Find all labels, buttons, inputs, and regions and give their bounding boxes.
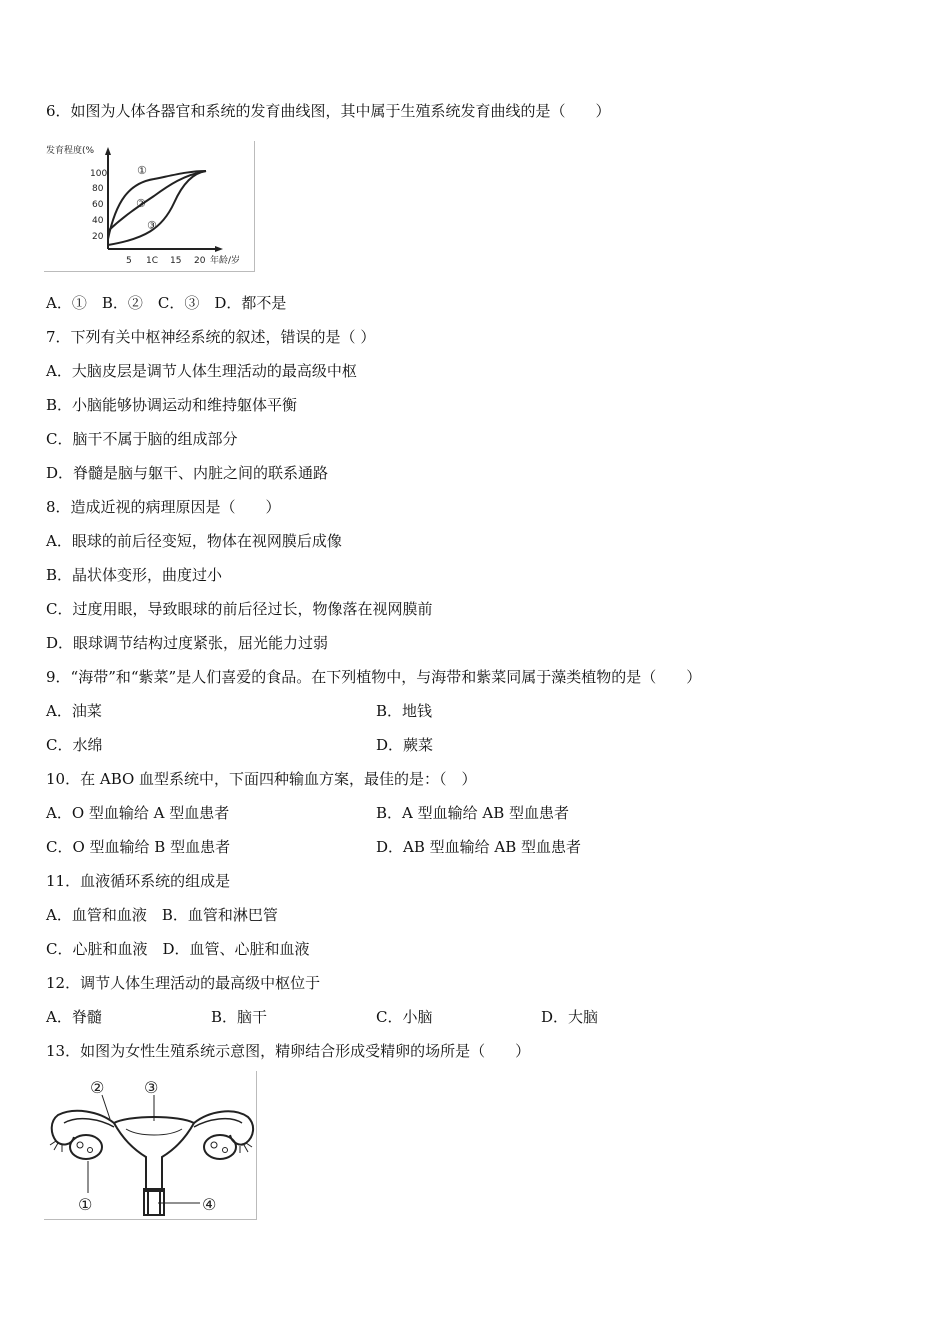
q11-options-ab: A．血管和血液 B．血管和淋巴管 [46, 906, 278, 924]
q8-stem: 8．造成近视的病理原因是（ ） [46, 498, 281, 516]
label-3: ③ [144, 1078, 159, 1097]
q12-option-b: B．脑干 [211, 1008, 268, 1026]
curve-label-2: ② [136, 197, 146, 210]
q8-option-a: A．眼球的前后径变短，物体在视网膜后成像 [46, 532, 342, 550]
curve-3 [108, 171, 206, 231]
q9-option-b: B．地钱 [376, 702, 433, 720]
q10-option-c: C．O 型血输给 B 型血患者 [46, 838, 231, 856]
uterus [114, 1117, 194, 1191]
q7-stem: 7．下列有关中枢神经系统的叙述，错误的是（ ） [46, 328, 376, 346]
q8-option-d: D．眼球调节结构过度紧张，屈光能力过弱 [46, 634, 329, 652]
ytick: 40 [92, 216, 104, 226]
ovary-left [70, 1135, 102, 1159]
label-4: ④ [202, 1195, 217, 1214]
curve-1 [108, 171, 206, 239]
female-reproductive-figure [44, 1071, 257, 1220]
ovary-right [204, 1135, 236, 1159]
label-1: ① [78, 1195, 93, 1214]
q10-stem: 10．在 ABO 血型系统中，下面四种输血方案，最佳的是：（ ） [46, 770, 477, 788]
curve-label-1: ① [137, 164, 147, 177]
ytick: 80 [92, 184, 104, 194]
q12-stem: 12．调节人体生理活动的最高级中枢位于 [46, 974, 321, 992]
q6-stem: 6．如图为人体各器官和系统的发育曲线图，其中属于生殖系统发育曲线的是（ ） [46, 102, 611, 120]
q9-option-a: A．油菜 [46, 702, 102, 720]
ytick: 60 [92, 200, 104, 210]
oviduct-left [52, 1111, 114, 1145]
oviduct-right [194, 1111, 253, 1144]
q12-option-a: A．脊髓 [46, 1008, 102, 1026]
xtick: 15 [170, 256, 182, 266]
ytick: 100 [90, 169, 108, 179]
xtick: 20 [194, 256, 206, 266]
figure-ylabel: 发育程度(% [46, 146, 95, 156]
q10-option-b: B．A 型血输给 AB 型血患者 [376, 804, 570, 822]
reproductive-diagram-svg [44, 1071, 256, 1219]
ytick: 20 [92, 232, 104, 242]
growth-curve-figure [44, 141, 255, 272]
q7-option-d: D．脊髓是脑与躯干、内脏之间的联系通路 [46, 464, 329, 482]
q10-option-a: A．O 型血输给 A 型血患者 [46, 804, 230, 822]
xtick: 1C [146, 256, 159, 266]
curve-2 [108, 171, 206, 245]
q9-option-c: C．水绵 [46, 736, 103, 754]
figure-xlabel: 年龄/岁 [210, 256, 241, 266]
q7-option-b: B．小脑能够协调运动和维持躯体平衡 [46, 396, 298, 414]
q12-option-d: D．大脑 [541, 1008, 599, 1026]
q12-option-c: C．小脑 [376, 1008, 433, 1026]
q9-option-d: D．蕨菜 [376, 736, 434, 754]
growth-curve-svg [44, 141, 254, 271]
q7-option-a: A．大脑皮层是调节人体生理活动的最高级中枢 [46, 362, 357, 380]
q13-stem: 13．如图为女性生殖系统示意图，精卵结合形成受精卵的场所是（ ） [46, 1042, 531, 1060]
xtick: 5 [126, 256, 132, 266]
q9-stem: 9．“海带”和“紫菜”是人们喜爱的食品。在下列植物中，与海带和紫菜同属于藻类植物的是（ ） [46, 668, 702, 686]
q10-option-d: D．AB 型血输给 AB 型血患者 [376, 838, 582, 856]
q7-option-c: C．脑干不属于脑的组成部分 [46, 430, 238, 448]
q6-options: A．① B．② C．③ D．都不是 [46, 294, 287, 312]
q8-option-c: C．过度用眼，导致眼球的前后径过长，物像落在视网膜前 [46, 600, 433, 618]
q8-option-b: B．晶状体变形，曲度过小 [46, 566, 223, 584]
q11-options-cd: C．心脏和血液 D．血管、心脏和血液 [46, 940, 310, 958]
label-2: ② [90, 1078, 105, 1097]
q11-stem: 11．血液循环系统的组成是 [46, 872, 231, 890]
curve-label-3: ③ [147, 219, 157, 232]
